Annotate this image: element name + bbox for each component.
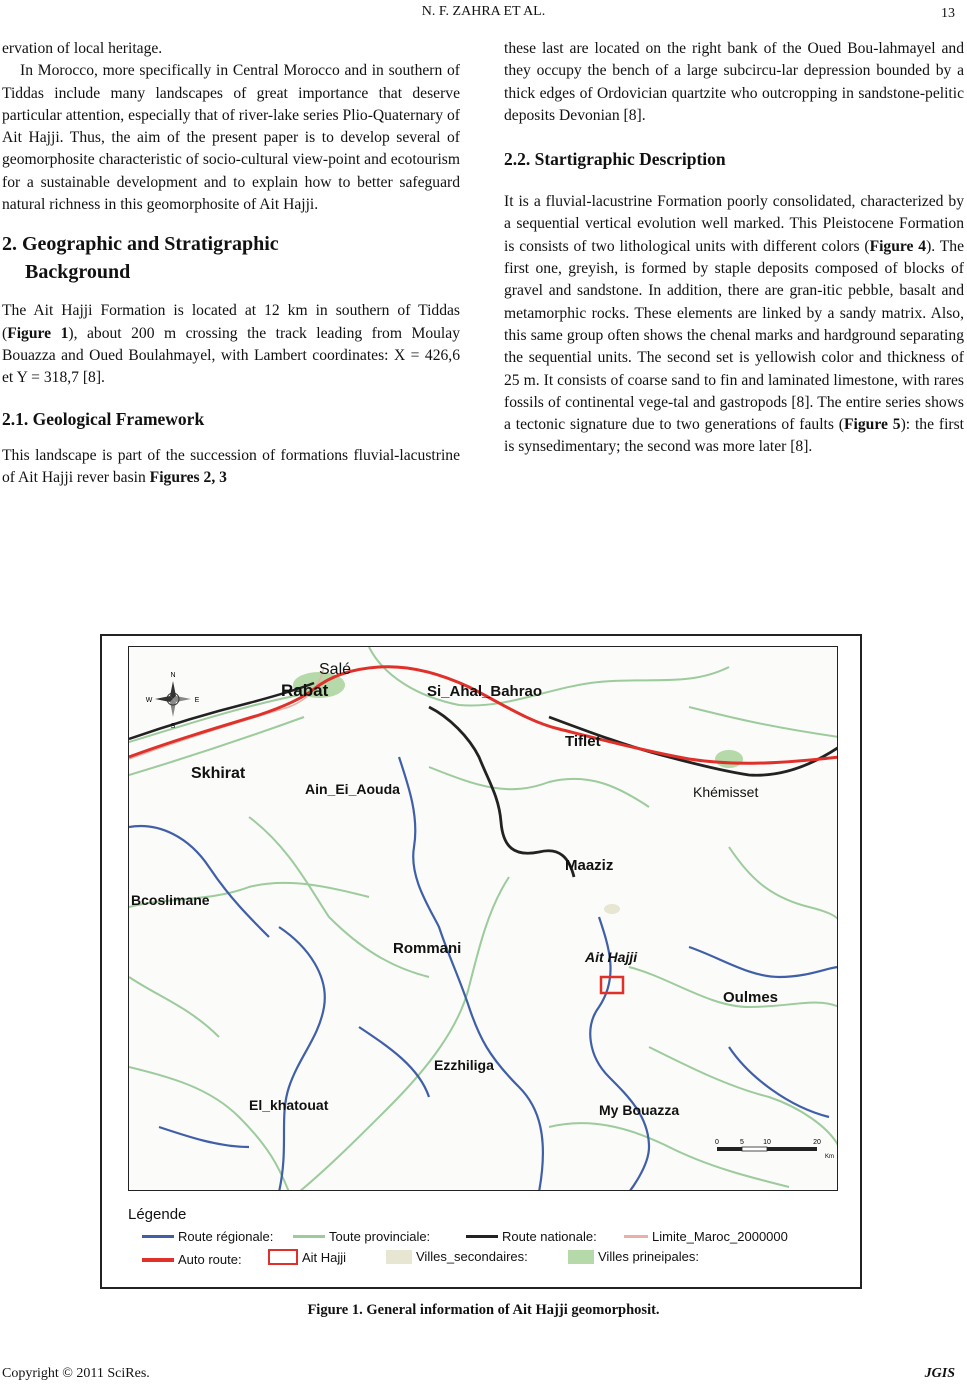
legend-label: Route nationale: xyxy=(502,1229,597,1244)
figure-ref-link[interactable]: Figure 4 xyxy=(869,237,927,255)
page-number: 13 xyxy=(941,6,955,21)
scale-unit: Km xyxy=(825,1154,834,1160)
scale-tick-0: 0 xyxy=(715,1139,719,1146)
footer-copyright: Copyright © 2011 SciRes. xyxy=(2,1366,150,1381)
subsection-heading-2-1: 2.1. Geological Framework xyxy=(2,408,205,429)
legend-toute-provinciale xyxy=(293,1229,430,1244)
map-svg xyxy=(129,647,838,1191)
legend-swatch xyxy=(268,1249,298,1265)
legend-swatch xyxy=(293,1235,325,1238)
compass-n: N xyxy=(170,672,176,679)
paragraph-location xyxy=(2,300,460,389)
text-run: ), about 200 m crossing the track leading from Moulay Bouazza and Oued Boulahmayel, with Lambert coordinates: X = 426,6 et Y = 318,7 [8]. xyxy=(2,324,460,387)
map-label-oulmes: Oulmes xyxy=(723,989,779,1006)
running-header: N. F. ZAHRA ET AL. xyxy=(421,4,546,19)
legend-villes-secondaires xyxy=(386,1249,528,1264)
section-heading-2 xyxy=(2,230,460,286)
legend-swatch xyxy=(386,1250,412,1264)
legend-label: Route régionale: xyxy=(178,1229,274,1244)
map-label-ait-hajji: Ait Hajji xyxy=(585,949,638,965)
national-road-1 xyxy=(429,707,574,877)
legend-swatch xyxy=(624,1235,648,1238)
map-label-ain-ei-aouda: Ain_Ei_Aouda xyxy=(305,781,400,797)
footer-journal: JGIS xyxy=(924,1366,955,1381)
map-label-el-khatouat: El_khatouat xyxy=(249,1097,329,1113)
figure-1-frame xyxy=(100,634,862,1289)
legend-title: Légende xyxy=(128,1206,187,1223)
map-label-maaziz: Maaziz xyxy=(565,857,614,874)
scale-tick-10: 10 xyxy=(763,1139,771,1146)
legend-swatch xyxy=(142,1235,174,1238)
legend-route-regionale xyxy=(142,1229,273,1244)
map-label-rommani: Rommani xyxy=(393,940,462,957)
figure-ref-link[interactable]: Figure 5 xyxy=(844,416,901,434)
legend-swatch xyxy=(466,1235,498,1238)
right-column xyxy=(504,38,964,459)
scale-bar xyxy=(715,1139,834,1160)
paragraph-stratigraphy xyxy=(504,191,964,459)
paragraph-continuation: ervation of local heritage. xyxy=(2,40,163,57)
legend-label: Villes prineipales: xyxy=(598,1249,699,1264)
legend-label: Villes_secondaires: xyxy=(416,1249,528,1264)
legend-auto-route xyxy=(142,1252,242,1267)
section-heading-2-line1: 2. Geographic and Stratigraphic xyxy=(2,233,279,256)
subsection-heading-2-2: 2.2. Startigraphic Description xyxy=(504,149,726,170)
legend-ait-hajji xyxy=(268,1249,346,1265)
map-label-rabat: Rabat xyxy=(281,681,329,700)
figure-ref-link[interactable]: Figures 2, 3 xyxy=(149,468,227,486)
map-label-si-ahal-bahrao: Si_Ahal_Bahrao xyxy=(427,683,543,700)
legend-villes-principales xyxy=(568,1249,699,1264)
compass-s: S xyxy=(170,723,176,730)
scale-tick-20: 20 xyxy=(813,1139,821,1146)
compass-rose-icon xyxy=(146,672,200,730)
autoroute xyxy=(129,667,838,764)
text-run: ). The first one, greyish, is formed by staple deposits composed of blocks of gravel and sandstone. In addition, there are gran-itic pebble, basalt and metamorphic rocks. These elements are linked by a sandy matrix. Also, this same group often shows the chenal marks and hardground separating the sequential units. The second set is yellowish color and thickness of 25 m. It consists of coarse sand to fin and laminated limestone, with rares fossils of continental vege-tal and gastropods [8]. The entire series shows a tectonic signature due to two generations of faults ( xyxy=(504,237,964,434)
text-run: ): the first is synsedimentary; the second was more later [8]. xyxy=(504,416,964,456)
map-label-tiflet: Tiflet xyxy=(565,733,601,750)
left-column xyxy=(2,38,460,489)
figure-ref-link[interactable]: Figure 1 xyxy=(7,324,69,342)
paragraph-continuation: these last are located on the right bank of the Oued Bou-lahmayel and they occupy the bench of a large subcircu-lar depression bounded by a thick edges of Ordovician quartzite who outcropping in sandstone-pelitic deposits Devonian [8]. xyxy=(504,40,964,124)
scale-tick-5: 5 xyxy=(740,1139,744,1146)
regional-roads xyxy=(129,757,838,1191)
legend-label: Auto route: xyxy=(178,1252,242,1267)
provincial-roads xyxy=(129,647,838,1191)
legend-label: Ait Hajji xyxy=(302,1249,347,1265)
paragraph-intro: In Morocco, more specifically in Central Morocco and in southern of Tiddas include many landscapes of great importance that deserve particular attention, especially that of river-lake series Plio-Quaternary of Ait Hajji. Thus, the aim of the present paper is to develop several of geomorphosite characteristic of socio-cultural view-point and ecotourism for a sustainable development and to explain how to better safeguard natural richness in this geomorphosite of Ait Hajji. xyxy=(2,62,460,214)
legend-limite xyxy=(624,1229,788,1244)
legend-label: Toute provinciale: xyxy=(329,1229,431,1244)
map-label-ezzhiliga: Ezzhiliga xyxy=(434,1057,494,1073)
figure-caption: Figure 1. General information of Ait Hajji geomorphosit. xyxy=(307,1302,660,1318)
paragraph-geological xyxy=(2,445,460,490)
section-heading-2-line2: Background xyxy=(25,261,131,284)
compass-w: W xyxy=(145,697,153,704)
legend-swatch xyxy=(142,1258,174,1262)
text-run: It is a fluvial-lacustrine Formation poorly consolidated, characterized by a sequential vertical evolution well marked. This Pleistocene Formation is consists of two lithological units with different colors ( xyxy=(504,193,964,255)
map-panel xyxy=(128,646,838,1191)
map-legend xyxy=(128,1196,838,1286)
legend-swatch xyxy=(568,1250,594,1264)
text-run: This landscape is part of the succession of formations fluvial-lacustrine of Ait Hajji rever basin xyxy=(2,446,460,486)
town-khemisset xyxy=(715,750,743,768)
map-label-bcoslimane: Bcoslimane xyxy=(131,892,210,908)
legend-label: Limite_Maroc_2000000 xyxy=(652,1229,788,1244)
compass-e: E xyxy=(194,697,200,704)
map-label-khemisset: Khémisset xyxy=(693,784,759,800)
legend-route-nationale xyxy=(466,1229,597,1244)
map-label-my-bouazza: My Bouazza xyxy=(599,1102,680,1118)
map-label-skhirat: Skhirat xyxy=(191,765,246,782)
map-label-sale: Salé xyxy=(319,661,352,678)
town-secondary xyxy=(604,904,620,914)
text-run: The Ait Hajji Formation is located at 12 km in southern of Tiddas ( xyxy=(2,302,460,342)
ait-hajji-marker xyxy=(601,977,623,993)
